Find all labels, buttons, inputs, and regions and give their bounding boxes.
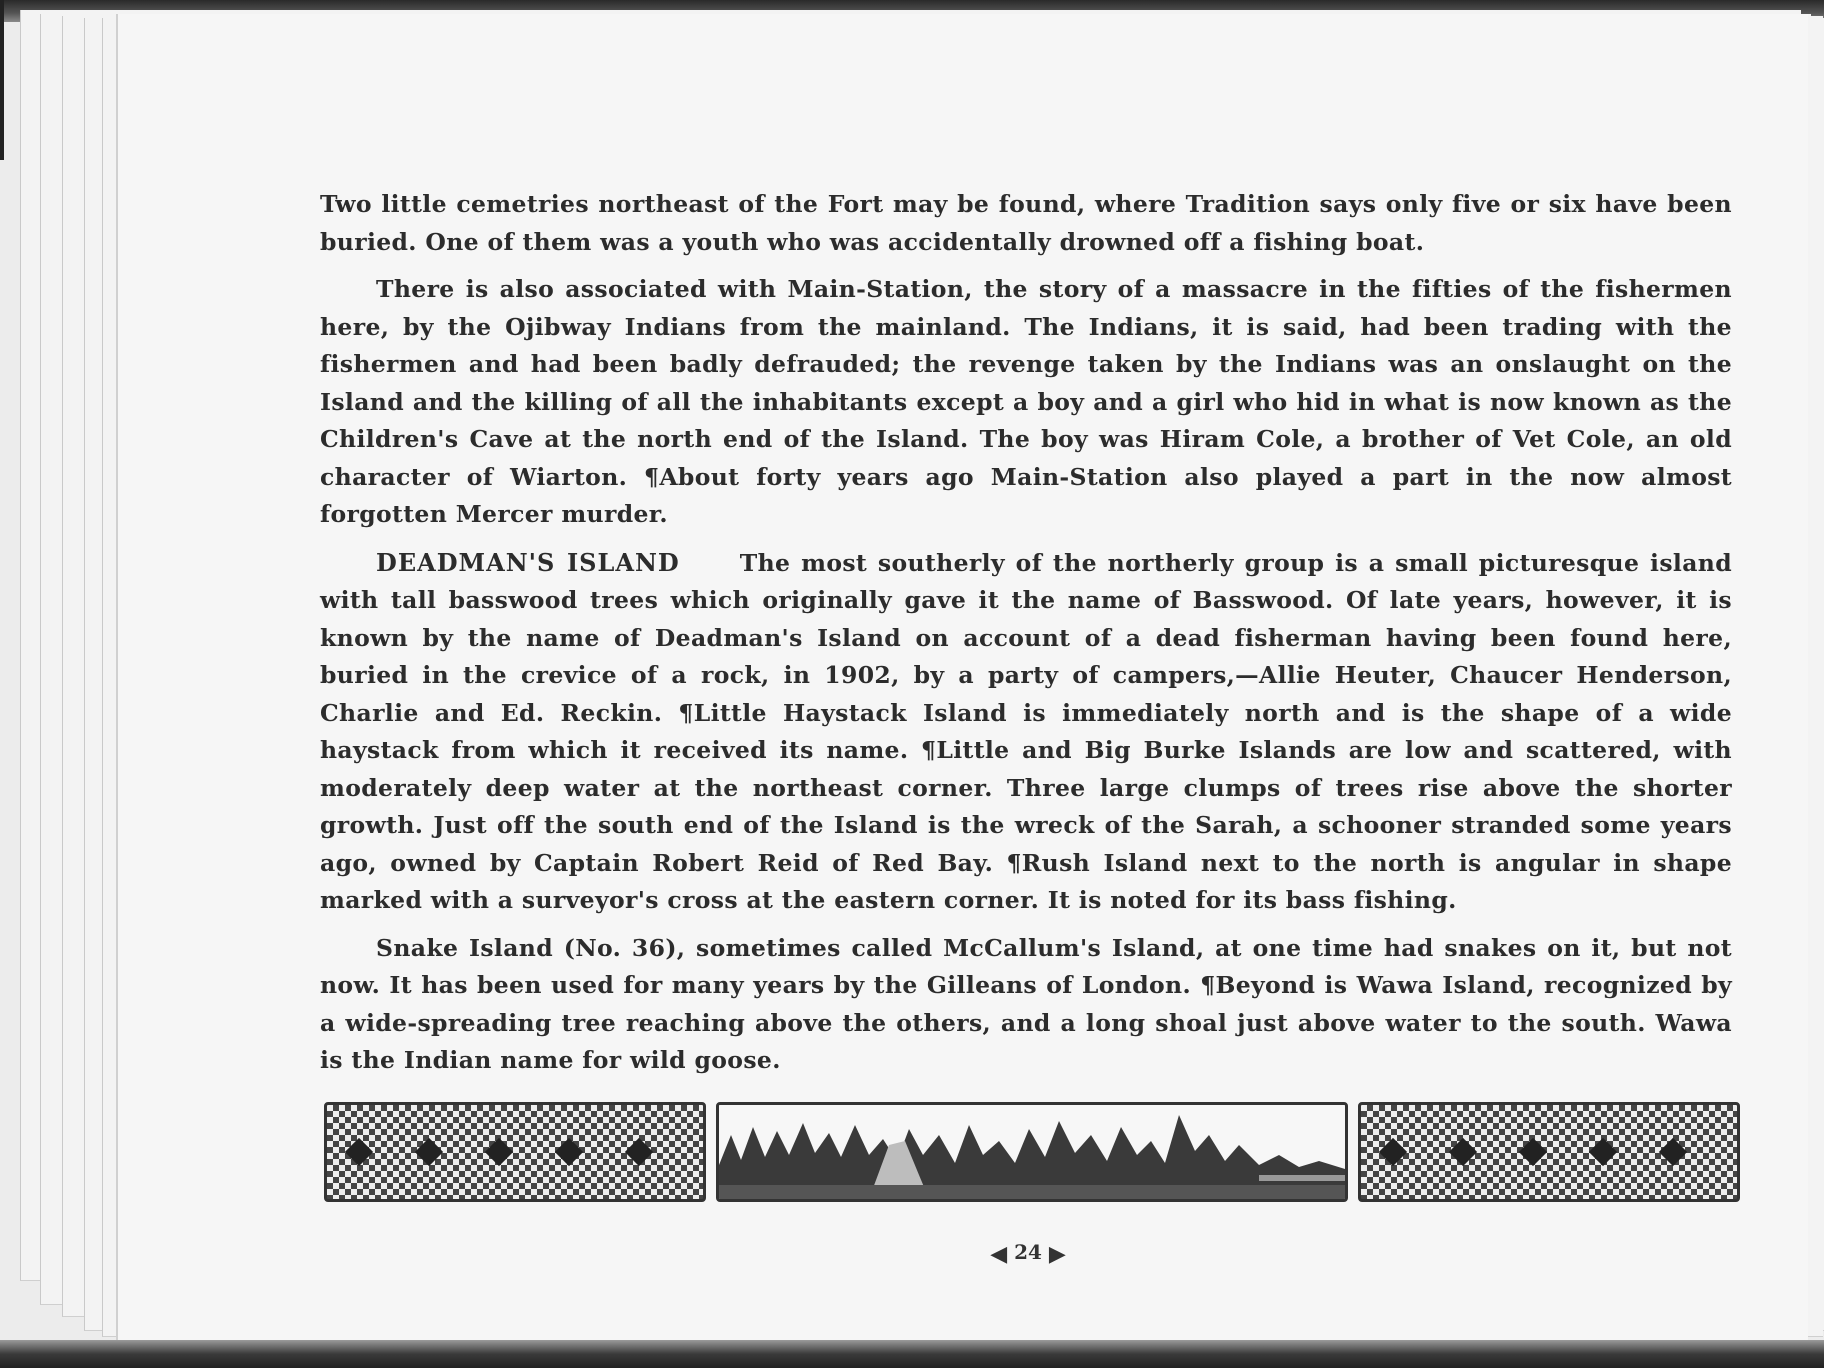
scanner-left-edge bbox=[0, 0, 4, 160]
page-number bbox=[968, 1240, 1088, 1267]
diamond-ornament bbox=[485, 1138, 513, 1166]
body-text bbox=[320, 186, 1732, 1090]
diamond-ornament bbox=[1449, 1138, 1477, 1166]
paragraph-deadmans-island-text: The most southerly of the northerly group is a small picturesque island with tall basswood trees which originally gave it the name of Basswood. Of late years, however, it is known by the name of Deadman's Island on account of a dead fisherman having been found here, buried in the crevice of a rock, in 1902, by a party of campers,—Allie Heuter, Chaucer Henderson, Charlie and Ed. Reckin. ¶Little Haystack Island is immediately north and is the shape of a wide haystack from which it received its name. ¶Little and Big Burke Islands are low and scattered, with moderately deep water at the northeast corner. Three large clumps of trees rise above the shorter growth. Just off the south end of the Island is the wreck of the Sarah, a schooner stranded some years ago, owned by Captain Robert Reid of Red Bay. ¶Rush Island next to the north is angular in shape marked with a surveyor's cross at the eastern corner. It is noted for its bass fishing. bbox=[320, 548, 1732, 914]
forest-landscape-illustration bbox=[716, 1102, 1348, 1202]
left-arrow-icon: ◀ bbox=[990, 1240, 1008, 1267]
diamond-ornament bbox=[1519, 1138, 1547, 1166]
decorative-border-band bbox=[324, 1102, 1740, 1206]
paragraph-massacre: There is also associated with Main-Station, the story of a massacre in the fifties of the fishermen here, by the Ojibway Indians from the mainland. The Indians, it is said, had been trading with the fishermen and had been badly defrauded; the revenge taken by the Indians was an onslaught on the Island and the killing of all the inhabitants except a boy and a girl who hid in what is now known as the Children's Cave at the north end of the Island. The boy was Hiram Cole, a brother of Vet Cole, an old character of Wiarton. ¶About forty years ago Main-Station also played a part in the now almost forgotten Mercer murder. bbox=[320, 275, 1732, 528]
diamond-ornament bbox=[415, 1138, 443, 1166]
diamond-ornament bbox=[345, 1138, 373, 1166]
right-arrow-icon: ▶ bbox=[1048, 1240, 1066, 1267]
diamond-ornament bbox=[625, 1138, 653, 1166]
checkered-ornament-panel bbox=[324, 1102, 706, 1202]
diamond-ornament bbox=[1589, 1138, 1617, 1166]
paragraph-cemeteries: Two little cemetries northeast of the Fort may be found, where Tradition says only five or six have been buried. One of them was a youth who was accidentally drowned off a fishing boat. bbox=[320, 190, 1732, 256]
paragraph-deadmans-island bbox=[320, 544, 1732, 920]
diamond-ornament bbox=[555, 1138, 583, 1166]
paragraph-snake-island: Snake Island (No. 36), sometimes called McCallum's Island, at one time had snakes on it, but not now. It has been used for many years by the Gilleans of London. ¶Beyond is Wawa Island, recognized by a wide-spreading tree reaching above the others, and a long shoal just above water to the south. Wawa is the Indian name for wild goose. bbox=[320, 933, 1732, 1074]
diamond-ornament bbox=[1659, 1138, 1687, 1166]
section-heading: DEADMAN'S ISLAND bbox=[376, 547, 680, 577]
checkered-ornament-panel bbox=[1358, 1102, 1740, 1202]
diamond-ornament bbox=[1379, 1138, 1407, 1166]
page-number-value: 24 bbox=[1014, 1240, 1042, 1264]
scanner-bottom-band bbox=[0, 1340, 1824, 1368]
